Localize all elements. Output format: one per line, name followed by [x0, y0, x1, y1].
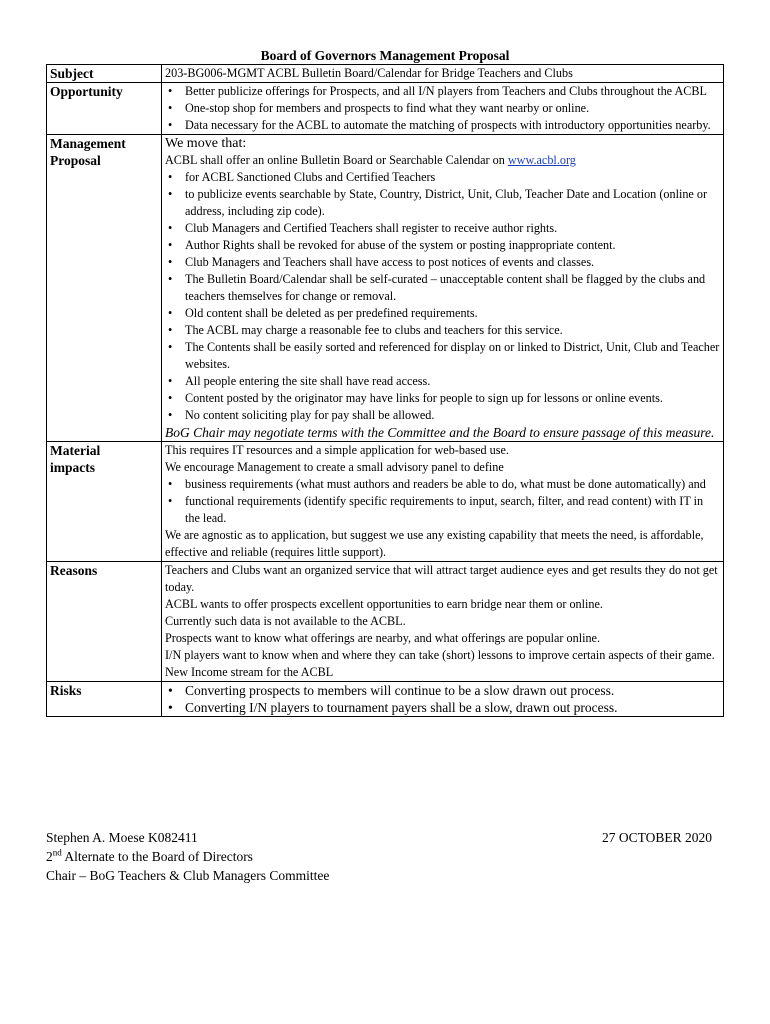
list-item: • Converting prospects to members will continue to be a slow drawn out process.: [185, 682, 721, 699]
list-item: • Club Managers and Certified Teachers shall register to receive author rights.: [185, 220, 721, 237]
reason-line: ACBL wants to offer prospects excellent opportunities to earn bridge near them or online.: [165, 597, 603, 611]
list-item: • All people entering the site shall have read access.: [185, 373, 721, 390]
impacts-label: [47, 442, 162, 562]
list-item: • The Bulletin Board/Calendar shall be self-curated – unacceptable content shall be flagged by the clubs and teachers themselves for change or removal.: [185, 271, 721, 305]
proposal-label-line2: Proposal: [50, 153, 101, 168]
impacts-row: [47, 442, 724, 562]
risks-list: [165, 682, 721, 716]
impacts-list: [165, 476, 721, 527]
list-item: • to publicize events searchable by State, Country, District, Unit, Club, Teacher Date and Location (online or address, including zip code).: [185, 186, 721, 220]
proposal-content: [162, 135, 724, 442]
role-text: Alternate to the Board of Directors: [61, 849, 253, 864]
opportunity-row: [47, 83, 724, 135]
risks-row: [47, 682, 724, 717]
opportunity-label: Opportunity: [47, 83, 162, 135]
proposal-offer-text: ACBL shall offer an online Bulletin Board or Searchable Calendar on: [165, 153, 505, 167]
acbl-link[interactable]: www.acbl.org: [507, 153, 576, 167]
list-item: • Content posted by the originator may have links for people to sign up for lessons or online events.: [185, 390, 721, 407]
list-item: • The Contents shall be easily sorted and referenced for display on or linked to District, Unit, Club and Teacher websites.: [185, 339, 721, 373]
list-item: • Better publicize offerings for Prospects, and all I/N players from Teachers and Clubs throughout the ACBL: [185, 83, 721, 100]
proposal-row: [47, 135, 724, 442]
impacts-label-line1: Material: [50, 443, 101, 458]
author-role: [46, 847, 716, 866]
reason-line: Teachers and Clubs want an organized service that will attract target audience eyes and get results they do not get today.: [165, 563, 718, 594]
list-item: • for ACBL Sanctioned Clubs and Certified Teachers: [185, 169, 721, 186]
list-item: • Old content shall be deleted as per predefined requirements.: [185, 305, 721, 322]
role-ordinal-number: 2: [46, 849, 53, 864]
risks-content: [162, 682, 724, 717]
proposal-date: 27 OCTOBER 2020: [601, 830, 712, 845]
impacts-line1: This requires IT resources and a simple application for web-based use.: [165, 443, 509, 457]
proposal-table: [46, 64, 724, 717]
list-item: • No content soliciting play for pay shall be allowed.: [185, 407, 721, 424]
reason-line: Currently such data is not available to the ACBL.: [165, 614, 406, 628]
proposal-label: [47, 135, 162, 442]
author-name: Stephen A. Moese K082411: [46, 830, 198, 845]
reason-line: Prospects want to know what offerings are nearby, and what offerings are popular online.: [165, 631, 601, 645]
reason-line: I/N players want to know when and where they can take (short) lessons to improve certain aspects of their game.: [165, 648, 715, 662]
list-item: • The ACBL may charge a reasonable fee to clubs and teachers for this service.: [185, 322, 721, 339]
list-item: • Club Managers and Teachers shall have access to post notices of events and classes.: [185, 254, 721, 271]
opportunity-content: [162, 83, 724, 135]
reasons-row: [47, 562, 724, 682]
proposal-offer: [165, 152, 721, 169]
impacts-line2: We encourage Management to create a small advisory panel to define: [165, 460, 504, 474]
proposal-label-line1: Management: [50, 136, 126, 151]
list-item: • functional requirements (identify specific requirements to input, search, filter, and read content) with IT in the lead.: [185, 493, 721, 527]
list-item: • Converting I/N players to tournament payers shall be a slow, drawn out process.: [185, 699, 721, 716]
document-title: Board of Governors Management Proposal: [260, 48, 510, 63]
opportunity-list: [165, 83, 721, 134]
impacts-closing: We are agnostic as to application, but suggest we use any existing capability that meets the need, is affordable, effective and reliable (requires little support).: [165, 528, 704, 559]
author-chair: Chair – BoG Teachers & Club Managers Committee: [46, 868, 330, 883]
role-ordinal-suffix: nd: [52, 847, 62, 858]
proposal-closing: BoG Chair may negotiate terms with the Committee and the Board to ensure passage of this measure.: [165, 425, 715, 440]
impacts-label-line2: impacts: [50, 460, 95, 475]
list-item: • business requirements (what must authors and readers be able to do, what must be done automatically) and: [185, 476, 721, 493]
reason-line: New Income stream for the ACBL: [165, 665, 334, 679]
subject-row: [47, 65, 724, 83]
list-item: • Author Rights shall be revoked for abuse of the system or posting inappropriate content.: [185, 237, 721, 254]
list-item: • Data necessary for the ACBL to automate the matching of prospects with introductory opportunities nearby.: [185, 117, 721, 134]
subject-text: 203-BG006-MGMT ACBL Bulletin Board/Calendar for Bridge Teachers and Clubs: [162, 65, 724, 83]
reasons-content: [162, 562, 724, 682]
subject-label: Subject: [47, 65, 162, 83]
risks-label: Risks: [47, 682, 162, 717]
signature-block: [46, 828, 716, 885]
proposal-intro: We move that:: [165, 136, 247, 151]
reasons-label: Reasons: [47, 562, 162, 682]
list-item: • One-stop shop for members and prospects to find what they want nearby or online.: [185, 100, 721, 117]
impacts-content: [162, 442, 724, 562]
proposal-list: [165, 169, 721, 424]
